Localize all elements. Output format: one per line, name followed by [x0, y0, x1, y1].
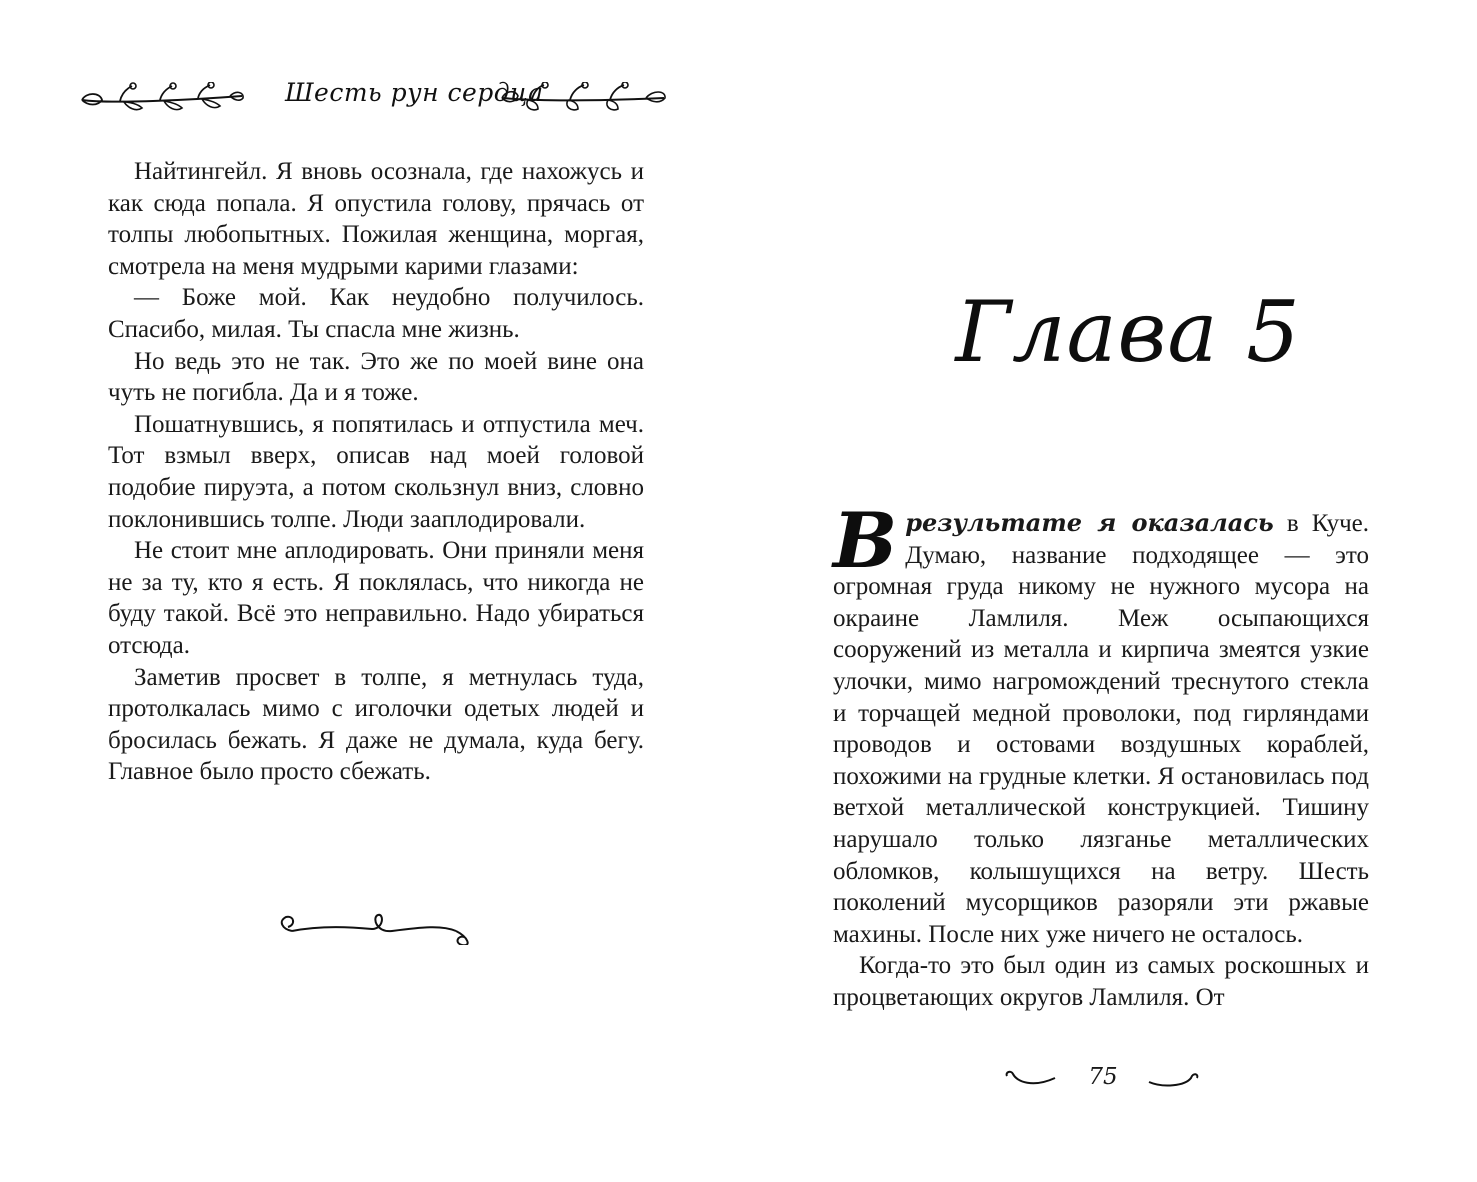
- page-number: 75: [1088, 1064, 1118, 1090]
- paragraph: Не стоит мне аплодировать. Они приняли меня не за ту, кто я есть. Я поклялась, что никогда не буду такой. Всё это неправильно. Надо убираться отсюда.: [108, 537, 644, 659]
- right-body-text: [833, 496, 1369, 1014]
- paragraph: Заметив просвет в толпе, я метнулась туда, протолкалась мимо с иголочки одетых людей и бросилась бежать. Я даже не думала, куда бегу. Главное было просто сбежать.: [108, 663, 644, 786]
- lead-words: результате я оказалась: [905, 508, 1274, 537]
- vine-ornament-left-icon: [80, 82, 245, 116]
- right-page: [738, 0, 1477, 1182]
- page-number-block: [1003, 1062, 1203, 1102]
- paragraph: Когда-то это был один из самых роскошных и процветающих округов Ламлиля. От: [833, 952, 1369, 1011]
- chapter-title: Глава 5: [955, 283, 1301, 381]
- left-page: [0, 0, 738, 1182]
- vine-ornament-right-icon: [498, 82, 668, 116]
- lead-rest: в Куче. Думаю, название подходящее — это огромная груда никому не нужного мусора на окраине Ламлиля. Меж осыпающихся сооружений из металла и кирпича змеятся узкие улочки, мимо нагромождений треснутого стекла и торчащей медной проволоки, под гирляндами проводов и остовами воздушных кораблей, похожими на грудные клетки. Я остановилась под ветхой металлической конструкцией. Тишину нарушало только лязганье металлических обломков, колышущихся на ветру. Шесть поколений мусорщиков разоряли эти ржавые махины. После них уже ничего не осталось.: [833, 510, 1369, 948]
- paragraph: Найтингейл. Я вновь осознала, где нахожусь и как сюда попала. Я опустила голову, прячась от толпы любопытных. Пожилая женщина, моргая, смотрела на меня мудрыми карими глазами:: [108, 158, 644, 280]
- swirl-left-icon: [1003, 1070, 1059, 1092]
- swirl-right-icon: [1145, 1070, 1201, 1092]
- running-head: [80, 72, 670, 122]
- drop-cap: В: [833, 496, 898, 585]
- paragraph: Пошатнувшись, я попятилась и отпустила меч. Тот взмыл вверх, описав над моей головой подобие пируэта, а потом скользнул вниз, словно поклонившись толпе. Люди зааплодировали.: [108, 410, 644, 533]
- swirl-divider-icon: [272, 905, 476, 945]
- left-body-text: [108, 156, 644, 788]
- paragraph: — Боже мой. Как неудобно получилось. Спасибо, милая. Ты спасла мне жизнь.: [108, 284, 644, 343]
- paragraph: Но ведь это не так. Это же по моей вине она чуть не погибла. Да и я тоже.: [108, 347, 644, 407]
- chapter-opening-paragraph: [833, 496, 1369, 950]
- running-head-title: Шесть рун сердца: [285, 78, 544, 107]
